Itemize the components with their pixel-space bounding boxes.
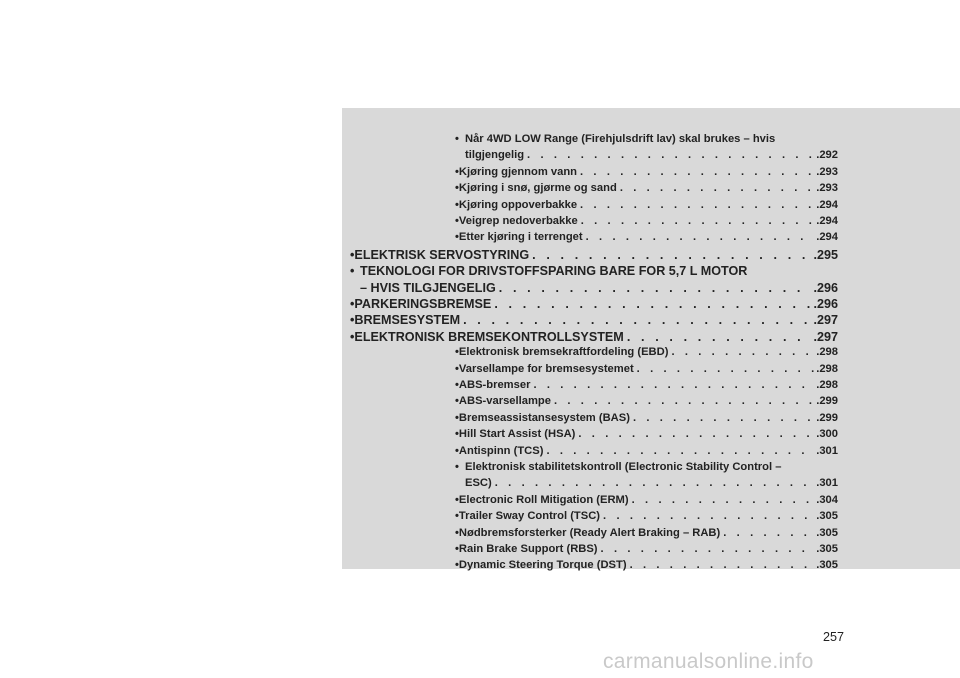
toc-page-number: .301 bbox=[816, 444, 838, 457]
leader-dots bbox=[532, 248, 811, 262]
toc-entry-title: Etter kjøring i terrenget bbox=[458, 231, 583, 244]
toc-page-number: .298 bbox=[816, 379, 838, 391]
toc-page-number: .294 bbox=[816, 231, 838, 244]
toc-page-number: .304 bbox=[816, 493, 838, 506]
bullet-icon: • bbox=[455, 526, 459, 539]
leader-dots bbox=[495, 477, 814, 489]
toc-page-number: .305 bbox=[816, 510, 838, 523]
leader-dots bbox=[632, 494, 815, 506]
toc-entry[interactable] bbox=[350, 248, 838, 262]
toc-entry-title: Når 4WD LOW Range (Firehjulsdrift lav) skal brukes – hvis bbox=[465, 133, 776, 145]
toc-entry-title: Trailer Sway Control (TSC) bbox=[458, 510, 601, 523]
toc-entry[interactable] bbox=[455, 133, 775, 145]
toc-entry[interactable] bbox=[455, 559, 838, 571]
bullet-icon: • bbox=[455, 444, 459, 457]
bullet-icon: • bbox=[455, 461, 459, 473]
toc-page-number: .305 bbox=[816, 543, 838, 555]
toc-entry[interactable] bbox=[455, 346, 838, 358]
toc-entry-title: ABS-bremser bbox=[458, 379, 531, 391]
bullet-icon: • bbox=[455, 411, 459, 424]
toc-page-number: .299 bbox=[816, 411, 838, 424]
bullet-icon: • bbox=[455, 510, 459, 523]
toc-entry[interactable] bbox=[455, 461, 781, 473]
toc-entry[interactable] bbox=[455, 412, 838, 424]
bullet-icon: • bbox=[350, 247, 355, 262]
bullet-icon: • bbox=[350, 264, 355, 279]
toc-entry-title: Kjøring i snø, gjørme og sand bbox=[458, 182, 617, 195]
leader-dots bbox=[603, 510, 814, 522]
leader-dots bbox=[499, 281, 812, 295]
bullet-icon: • bbox=[455, 133, 459, 145]
toc-entry[interactable] bbox=[465, 149, 838, 161]
leader-dots bbox=[637, 363, 815, 375]
toc-page-number: .296 bbox=[813, 297, 838, 311]
leader-dots bbox=[578, 428, 814, 440]
toc-entry-title: tilgjengelig bbox=[465, 149, 525, 162]
toc-entry-title: Bremseassistansesystem (BAS) bbox=[458, 411, 630, 424]
toc-entry[interactable] bbox=[455, 445, 838, 457]
toc-entry-title: Dynamic Steering Torque (DST) bbox=[458, 559, 627, 572]
toc-page-number: .297 bbox=[813, 329, 838, 344]
toc-entry[interactable] bbox=[465, 477, 838, 489]
toc-page-number: .295 bbox=[813, 247, 838, 262]
toc-entry[interactable] bbox=[350, 264, 747, 278]
bullet-icon: • bbox=[455, 559, 459, 572]
bullet-icon: • bbox=[350, 329, 355, 344]
toc-page-number: .296 bbox=[813, 280, 838, 295]
leader-dots bbox=[554, 395, 814, 407]
toc-entry-title: BREMSESYSTEM bbox=[354, 313, 461, 328]
leader-dots bbox=[586, 231, 815, 243]
table-of-contents bbox=[342, 108, 960, 572]
page-number: 257 bbox=[822, 630, 844, 644]
toc-entry[interactable] bbox=[455, 428, 838, 440]
toc-entry-title: Rain Brake Support (RBS) bbox=[458, 543, 598, 555]
toc-page-number: .299 bbox=[816, 395, 838, 408]
bullet-icon: • bbox=[455, 231, 459, 244]
toc-entry-title: Antispinn (TCS) bbox=[458, 444, 544, 457]
toc-entry[interactable] bbox=[455, 395, 838, 407]
toc-entry[interactable] bbox=[455, 543, 838, 555]
bullet-icon: • bbox=[455, 543, 459, 555]
toc-page-number: .294 bbox=[816, 215, 838, 227]
toc-page-number: .305 bbox=[816, 559, 838, 572]
toc-entry[interactable] bbox=[455, 379, 838, 391]
bullet-icon: • bbox=[455, 379, 459, 391]
toc-entry-title: Kjøring oppoverbakke bbox=[458, 198, 578, 211]
toc-entry-title: Elektronisk stabilitetskontroll (Electronic Stability Control – bbox=[465, 461, 782, 473]
leader-dots bbox=[671, 346, 814, 358]
leader-dots bbox=[494, 297, 811, 311]
manual-page bbox=[342, 108, 960, 644]
toc-entry-title: – HVIS TILGJENGELIG bbox=[360, 280, 496, 295]
toc-entry[interactable] bbox=[455, 215, 838, 227]
toc-entry-title: Kjøring gjennom vann bbox=[458, 165, 578, 178]
bullet-icon: • bbox=[350, 297, 355, 311]
toc-entry[interactable] bbox=[455, 527, 838, 539]
leader-dots bbox=[580, 166, 814, 178]
toc-page-number: .298 bbox=[816, 346, 838, 359]
leader-dots bbox=[620, 182, 814, 194]
leader-dots bbox=[723, 527, 814, 539]
leader-dots bbox=[533, 379, 814, 391]
toc-entry-title: ELEKTRISK SERVOSTYRING bbox=[354, 247, 530, 262]
toc-entry[interactable] bbox=[350, 313, 838, 327]
bullet-icon: • bbox=[455, 165, 459, 178]
toc-entry-title: Electronic Roll Mitigation (ERM) bbox=[458, 493, 629, 506]
leader-dots bbox=[601, 543, 815, 555]
toc-entry[interactable] bbox=[455, 199, 838, 211]
toc-entry-title: Elektronisk bremsekraftfordeling (EBD) bbox=[458, 346, 669, 359]
toc-page-number: .297 bbox=[813, 313, 838, 328]
toc-entry-title: Nødbremsforsterker (Ready Alert Braking – RAB) bbox=[458, 526, 721, 539]
bullet-icon: • bbox=[455, 362, 459, 375]
watermark-text: carmanualsonline.info bbox=[603, 650, 814, 673]
toc-entry[interactable] bbox=[455, 182, 838, 194]
bullet-icon: • bbox=[455, 198, 459, 211]
toc-page-number: .294 bbox=[816, 198, 838, 211]
toc-entry[interactable] bbox=[455, 231, 838, 243]
toc-entry[interactable] bbox=[455, 363, 838, 375]
toc-page-number: .292 bbox=[816, 149, 838, 162]
toc-page-number: .305 bbox=[816, 526, 838, 539]
toc-entry[interactable] bbox=[455, 494, 838, 506]
toc-entry-title: ABS-varsellampe bbox=[458, 395, 551, 408]
leader-dots bbox=[527, 149, 814, 161]
bullet-icon: • bbox=[350, 313, 355, 328]
toc-entry[interactable] bbox=[455, 166, 838, 178]
leader-dots bbox=[630, 559, 815, 571]
leader-dots bbox=[463, 313, 811, 327]
leader-dots bbox=[633, 412, 814, 424]
toc-entry-title: TEKNOLOGI FOR DRIVSTOFFSPARING BARE FOR 5,7 L MOTOR bbox=[360, 264, 748, 279]
bullet-icon: • bbox=[455, 182, 459, 195]
toc-entry-title: Varsellampe for bremsesystemet bbox=[458, 362, 634, 375]
toc-entry-title: ELEKTRONISK BREMSEKONTROLLSYSTEM bbox=[354, 329, 624, 344]
toc-page-number: .293 bbox=[816, 182, 838, 195]
toc-page-number: .293 bbox=[816, 165, 838, 178]
toc-entry[interactable] bbox=[360, 281, 838, 295]
bullet-icon: • bbox=[455, 395, 459, 408]
leader-dots bbox=[580, 199, 814, 211]
leader-dots bbox=[546, 445, 814, 457]
toc-entry-title: Veigrep nedoverbakke bbox=[458, 215, 578, 227]
bullet-icon: • bbox=[455, 215, 459, 227]
bullet-icon: • bbox=[455, 493, 459, 506]
toc-page-number: .301 bbox=[816, 477, 838, 490]
toc-page-number: .298 bbox=[816, 362, 838, 375]
leader-dots bbox=[581, 215, 815, 227]
toc-entry[interactable] bbox=[350, 330, 838, 344]
toc-entry-title: Hill Start Assist (HSA) bbox=[458, 428, 576, 441]
toc-entry[interactable] bbox=[455, 510, 838, 522]
bullet-icon: • bbox=[455, 428, 459, 441]
leader-dots bbox=[627, 330, 812, 344]
toc-entry-title: ESC) bbox=[465, 477, 492, 490]
toc-entry-title: PARKERINGSBREMSE bbox=[354, 297, 492, 311]
toc-page-number: .300 bbox=[816, 428, 838, 441]
bullet-icon: • bbox=[455, 346, 459, 359]
toc-entry[interactable] bbox=[350, 297, 838, 311]
